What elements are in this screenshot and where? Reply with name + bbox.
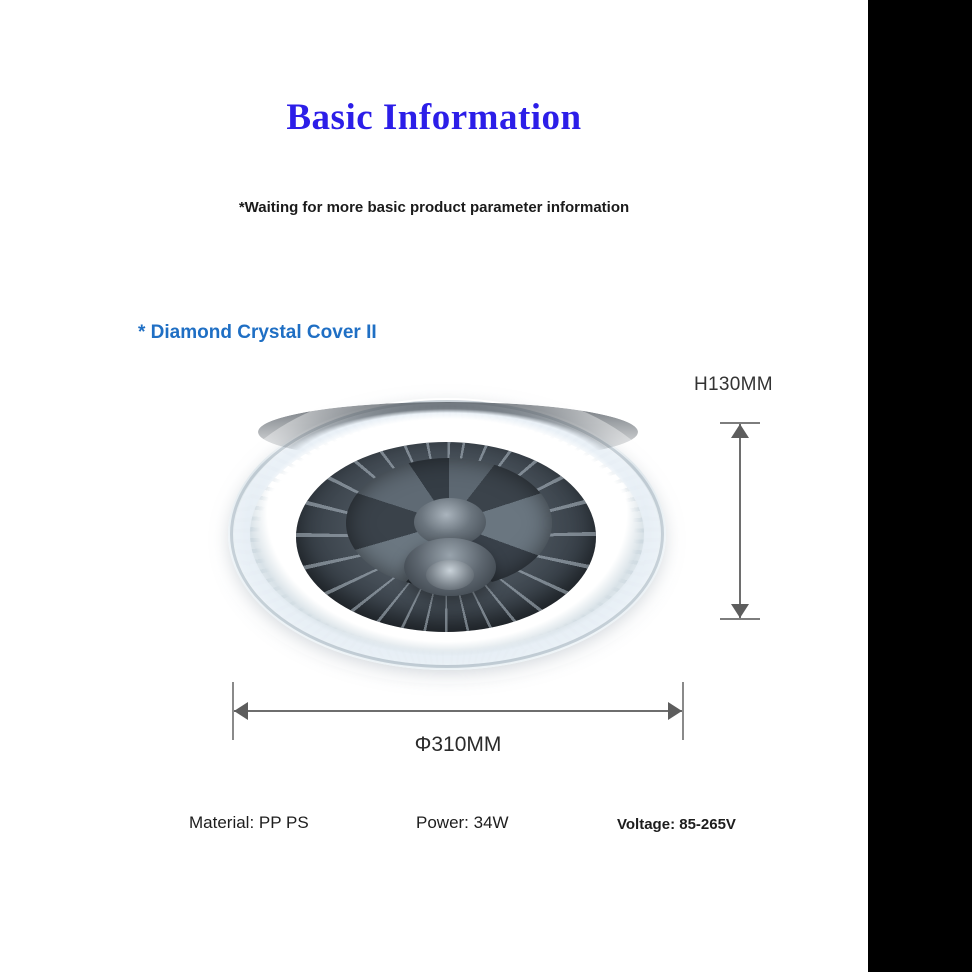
height-dimension-arrow [720, 422, 760, 620]
spec-material: Material: PP PS [189, 813, 309, 832]
diameter-cap-right [682, 682, 684, 740]
section-label-diamond-crystal-cover: * Diamond Crystal Cover II [138, 322, 377, 343]
height-cap-bottom [720, 618, 760, 620]
arrow-down-icon [731, 604, 749, 618]
page-title: Basic Information [286, 97, 582, 138]
fan-motor-cap [426, 560, 474, 590]
diameter-dimension-label: Φ310MM [414, 733, 502, 756]
diameter-line [234, 710, 682, 712]
product-image [228, 398, 666, 670]
spec-voltage: Voltage: 85-265V [617, 816, 736, 833]
spec-power: Power: 34W [416, 813, 509, 832]
arrow-right-icon [668, 702, 682, 720]
diameter-dimension-arrow [232, 682, 684, 740]
page-subtitle: *Waiting for more basic product parameter information [238, 199, 630, 216]
height-dimension-label: H130MM [694, 374, 773, 395]
height-line [739, 424, 741, 618]
arrow-up-icon [731, 424, 749, 438]
arrow-left-icon [234, 702, 248, 720]
